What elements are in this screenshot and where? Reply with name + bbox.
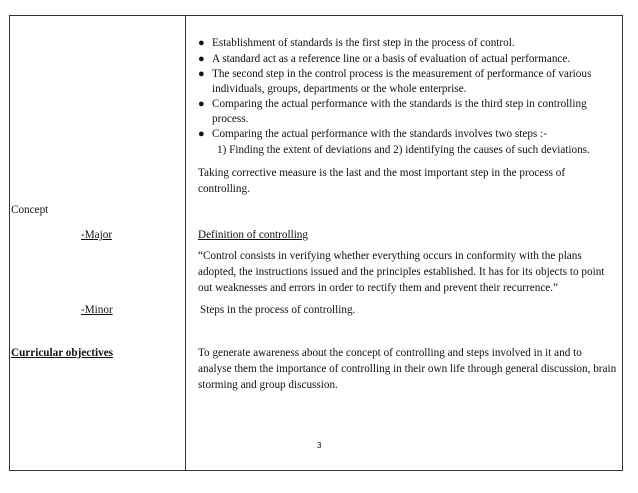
definition-text: “Control consists in verifying whether everything occurs in conformity with the plans <box>198 250 582 262</box>
bullet-icon: ● <box>198 98 205 110</box>
definition-text: adopted, the instructions issued and the principles established. It has for its objects to point <box>198 266 605 278</box>
page-number: 3 <box>317 441 322 450</box>
bullet-item: The second step in the control process is the measurement of performance of various <box>212 68 592 80</box>
bullet-item: Comparing the actual performance with the standards is the third step in controlling <box>212 98 587 110</box>
curricular-objectives-label: Curricular objectives <box>11 347 114 359</box>
corrective-text: Taking corrective measure is the last and the most important step in the process of <box>198 167 566 179</box>
minor-label: -Minor <box>81 304 113 316</box>
bullet-icon: ● <box>198 128 205 140</box>
bullet-icon: ● <box>198 37 205 49</box>
minor-text: Steps in the process of controlling. <box>200 304 356 316</box>
definition-heading: Definition of controlling <box>198 229 308 241</box>
bullet-icon: ● <box>198 53 205 65</box>
corrective-text: controlling. <box>198 183 250 195</box>
objectives-text: analyse them the importance of controlling in their own life through general discussion, brain <box>198 363 617 375</box>
numbered-steps: 1) Finding the extent of deviations and 2) identifying the causes of such deviations. <box>217 144 590 156</box>
objectives-text: storming and group discussion. <box>198 379 338 391</box>
objectives-text: To generate awareness about the concept of controlling and steps involved in it and to <box>198 347 582 359</box>
bullet-item: Establishment of standards is the first step in the process of control. <box>212 37 515 49</box>
bullet-icon: ● <box>198 68 205 80</box>
definition-text: out weaknesses and errors in order to rectify them and prevent their recurrence.” <box>198 282 559 294</box>
bullet-item: A standard act as a reference line or a basis of evaluation of actual performance. <box>212 53 571 65</box>
bullet-item: Comparing the actual performance with the standards involves two steps :- <box>212 128 547 140</box>
concept-label: Concept <box>11 204 49 216</box>
bullet-item-continuation: individuals, groups, departments or the whole enterprise. <box>212 83 467 95</box>
major-label: -Major <box>81 229 113 241</box>
bullet-item-continuation: process. <box>212 113 249 125</box>
column-divider <box>185 15 186 471</box>
